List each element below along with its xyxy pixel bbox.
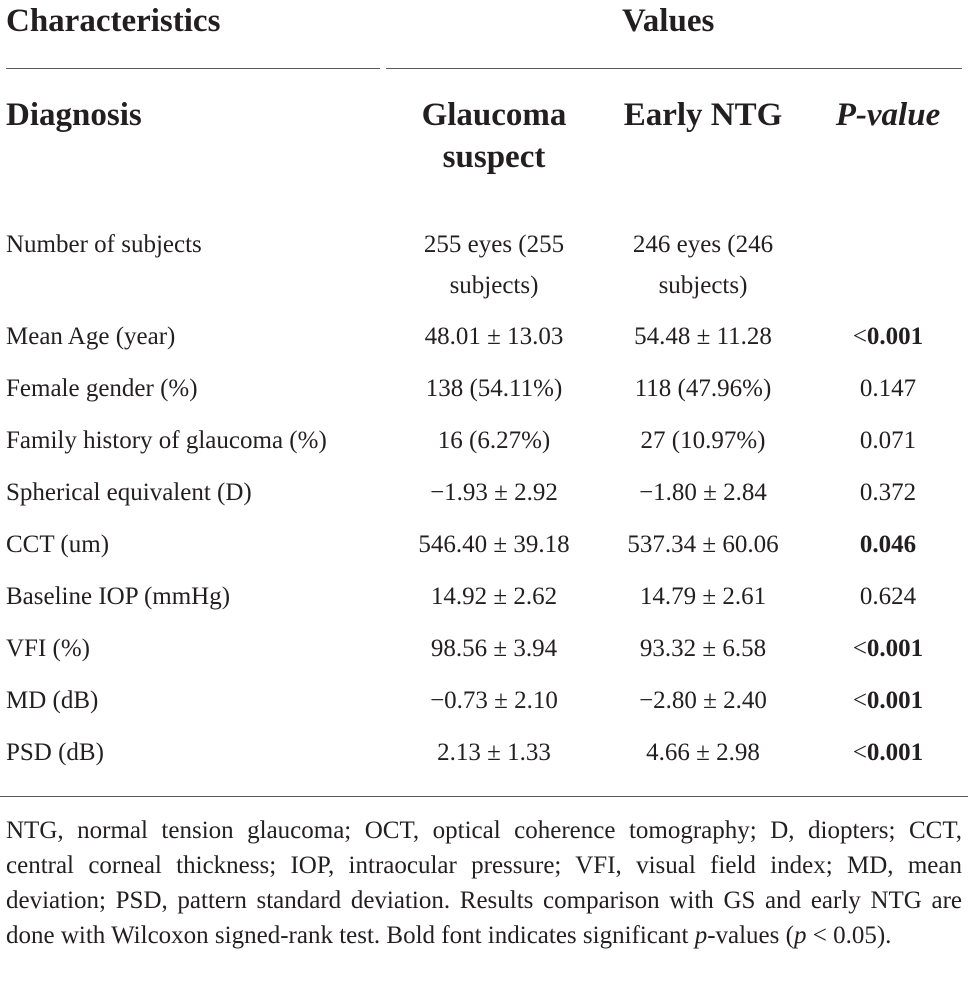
footnote-text: NTG, normal tension glaucoma; OCT, optical coherence tomography; D, diopters; CCT, central corneal thickness; IOP, intraocular pressure; VFI, visual field index; MD, mean deviation; PSD, pattern standard deviation. Results comparison with GS and early NTG are done with Wilcoxon signed-rank test. Bold font indicates significant bbox=[6, 817, 962, 949]
gs-family-history: 16 (6.27%) bbox=[437, 427, 551, 454]
gs-psd: 2.13 ± 1.33 bbox=[437, 739, 551, 766]
gs-number-of-subjects-line1: 255 eyes (255 bbox=[423, 231, 565, 258]
table-footnote bbox=[6, 813, 962, 953]
gs-baseline-iop: 14.92 ± 2.62 bbox=[430, 583, 558, 610]
row-label-female-gender: Female gender (%) bbox=[6, 375, 198, 402]
p-psd bbox=[818, 732, 958, 773]
p-value: 0.001 bbox=[866, 323, 924, 350]
p-value: 0.001 bbox=[866, 635, 924, 662]
ntg-spherical-equivalent: −1.80 ± 2.84 bbox=[639, 479, 767, 506]
diagnosis-header: Diagnosis bbox=[6, 97, 142, 133]
row-label-spherical-equivalent: Spherical equivalent (D) bbox=[6, 479, 252, 506]
ntg-cct: 537.34 ± 60.06 bbox=[627, 531, 779, 558]
footnote-paren-open: ( bbox=[785, 922, 794, 949]
values-header: Values bbox=[622, 3, 715, 39]
p-value: 0.001 bbox=[866, 687, 924, 714]
gs-mean-age: 48.01 ± 13.03 bbox=[424, 323, 564, 350]
ntg-number-of-subjects-line2: subjects) bbox=[658, 272, 748, 299]
p-value: 0.001 bbox=[866, 739, 924, 766]
row-label-baseline-iop: Baseline IOP (mmHg) bbox=[6, 583, 231, 610]
glaucoma-suspect-header-line2: suspect bbox=[442, 139, 546, 175]
p-md bbox=[818, 680, 958, 721]
p-mean-age bbox=[818, 316, 958, 357]
ntg-psd: 4.66 ± 2.98 bbox=[646, 739, 760, 766]
row-label-family-history: Family history of glaucoma (%) bbox=[6, 427, 327, 454]
gs-number-of-subjects bbox=[396, 224, 592, 306]
p-spherical-equivalent: 0.372 bbox=[859, 479, 917, 506]
p-value-header: P-value bbox=[835, 97, 941, 133]
p-family-history: 0.071 bbox=[859, 427, 917, 454]
gs-spherical-equivalent: −1.93 ± 2.92 bbox=[430, 479, 558, 506]
header-rule-right bbox=[386, 68, 962, 69]
footnote-values-suffix: -values bbox=[707, 922, 780, 949]
early-ntg-header: Early NTG bbox=[623, 97, 783, 133]
ntg-baseline-iop: 14.79 ± 2.61 bbox=[639, 583, 767, 610]
glaucoma-suspect-header-line1: Glaucoma bbox=[421, 97, 567, 133]
header-rule-left bbox=[6, 68, 380, 69]
gs-number-of-subjects-line2: subjects) bbox=[449, 272, 539, 299]
row-label-cct: CCT (um) bbox=[6, 531, 110, 558]
ntg-mean-age: 54.48 ± 11.28 bbox=[634, 323, 772, 350]
row-label-vfi: VFI (%) bbox=[6, 635, 91, 662]
gs-vfi: 98.56 ± 3.94 bbox=[430, 635, 558, 662]
footnote-p-italic: p bbox=[694, 922, 708, 949]
glaucoma-suspect-header bbox=[396, 94, 592, 178]
footnote-threshold: < 0.05). bbox=[806, 922, 892, 949]
p-female-gender: 0.147 bbox=[859, 375, 917, 402]
row-label-md: MD (dB) bbox=[6, 687, 99, 714]
p-vfi bbox=[818, 628, 958, 669]
ntg-female-gender: 118 (47.96%) bbox=[634, 375, 772, 402]
row-label-mean-age: Mean Age (year) bbox=[6, 323, 176, 350]
p-prefix: < bbox=[852, 323, 867, 350]
p-cct: 0.046 bbox=[859, 531, 917, 558]
footnote-p-symbol: p bbox=[793, 922, 807, 949]
p-prefix: < bbox=[852, 739, 867, 766]
p-prefix: < bbox=[852, 687, 867, 714]
ntg-vfi: 93.32 ± 6.58 bbox=[639, 635, 767, 662]
row-label-psd: PSD (dB) bbox=[6, 739, 104, 766]
ntg-number-of-subjects-line1: 246 eyes (246 bbox=[632, 231, 774, 258]
ntg-family-history: 27 (10.97%) bbox=[640, 427, 766, 454]
p-baseline-iop: 0.624 bbox=[859, 583, 917, 610]
ntg-md: −2.80 ± 2.40 bbox=[639, 687, 767, 714]
row-label-number-of-subjects: Number of subjects bbox=[6, 231, 202, 258]
characteristics-header: Characteristics bbox=[6, 3, 221, 39]
gs-cct: 546.40 ± 39.18 bbox=[418, 531, 570, 558]
gs-female-gender: 138 (54.11%) bbox=[425, 375, 563, 402]
p-prefix: < bbox=[852, 635, 867, 662]
ntg-number-of-subjects bbox=[598, 224, 808, 306]
gs-md: −0.73 ± 2.10 bbox=[430, 687, 558, 714]
table-bottom-rule bbox=[0, 796, 968, 797]
